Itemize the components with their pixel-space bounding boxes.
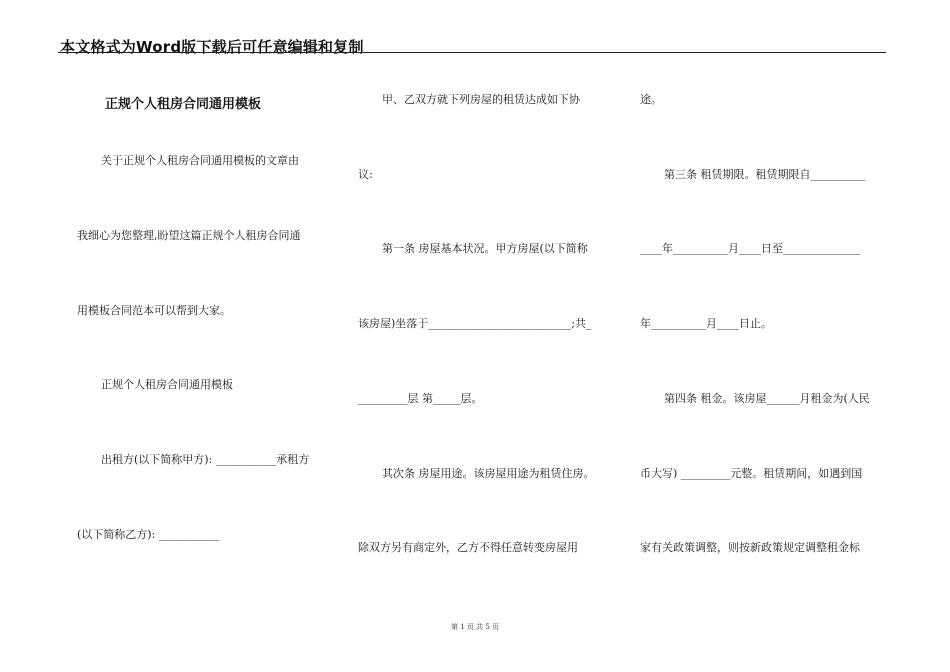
- col2-line-5: _________层 第_____层。: [358, 392, 483, 405]
- col3-line-1: 途。: [640, 93, 662, 106]
- col1-line-4: 正规个人租房合同通用模板: [101, 378, 233, 391]
- col3-line-3: ____年__________月____日至______________: [640, 242, 860, 255]
- col1-line-2: 我细心为您整理,盼望这篇正规个人租房合同通: [77, 229, 301, 242]
- col2-line-2: 议:: [358, 168, 373, 181]
- col3-line-7: 家有关政策调整，则按新政策规定调整租金标: [640, 541, 860, 554]
- col3-line-2: 第三条 租赁期限。租赁期限自__________: [664, 168, 866, 181]
- col2-line-7: 除双方另有商定外，乙方不得任意转变房屋用: [358, 541, 578, 554]
- col2-line-4: 该房屋)坐落于__________________________;共_: [358, 317, 592, 330]
- col2-line-1: 甲、乙双方就下列房屋的租赁达成如下协: [382, 93, 580, 106]
- col2-line-6: 其次条 房屋用途。该房屋用途为租赁住房。: [382, 467, 595, 480]
- col1-line-5: 出租方(以下简称甲方): ___________承租方: [101, 453, 310, 466]
- col3-line-4: 年__________月____日止。: [640, 317, 772, 330]
- header-divider: [58, 52, 886, 53]
- document-title: 正规个人租房合同通用模板: [105, 97, 262, 112]
- col3-line-5: 第四条 租金。该房屋______月租金为(人民: [664, 392, 870, 405]
- col3-line-6: 币大写) _________元整。租赁期间，如遇到国: [640, 467, 863, 480]
- page-number: 第 1 页 共 5 页: [450, 623, 500, 631]
- document-header: 本文格式为Word版下载后可任意编辑和复制: [60, 38, 364, 56]
- col1-line-3: 用模板合同范本可以帮到大家。: [77, 304, 231, 317]
- col1-line-1: 关于正规个人租房合同通用模板的文章由: [101, 154, 299, 167]
- col2-line-3: 第一条 房屋基本状况。甲方房屋(以下简称: [382, 242, 588, 255]
- col1-line-6: (以下简称乙方): ___________: [77, 528, 220, 541]
